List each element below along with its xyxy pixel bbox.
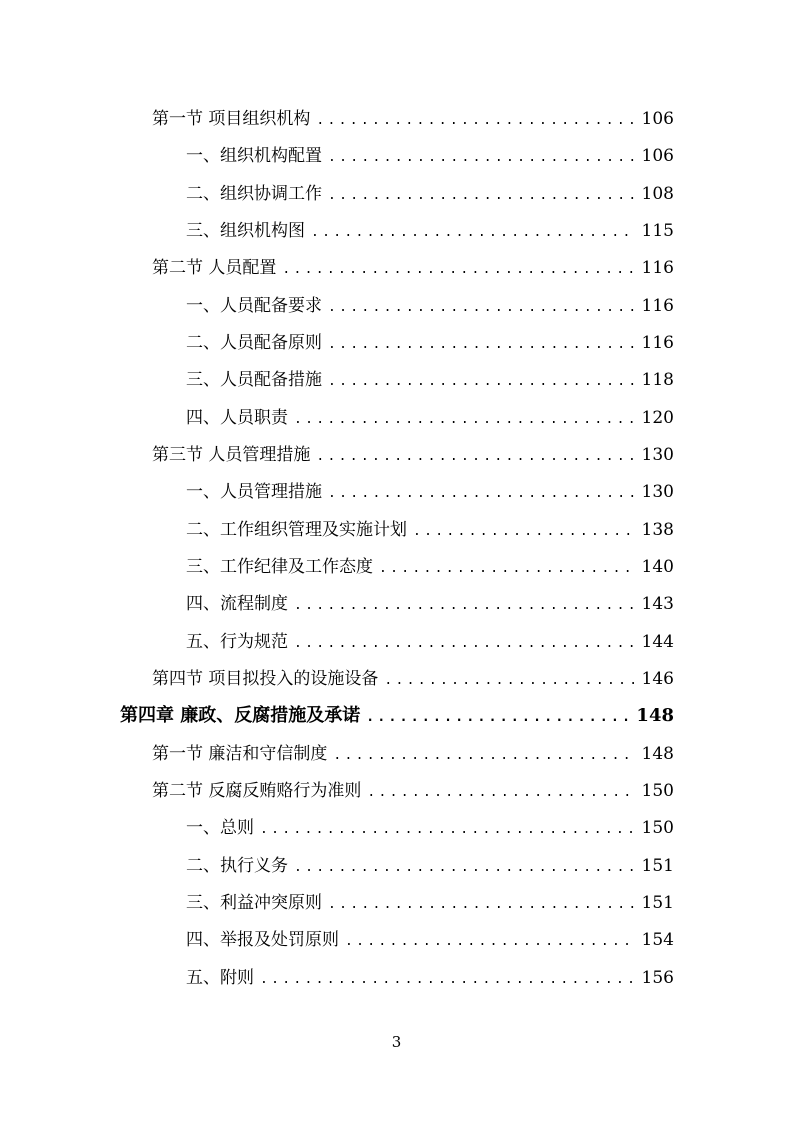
toc-entry-page: 144 [641, 632, 674, 652]
toc-entry[interactable] [186, 627, 674, 657]
toc-leader-dots [260, 965, 636, 995]
toc-leader-dots [328, 143, 636, 173]
toc-leader-dots [384, 666, 635, 696]
toc-leader-dots [328, 890, 636, 920]
toc-entry-label: 第四节 项目拟投入的设施设备 [152, 669, 379, 689]
toc-leader-dots [328, 367, 636, 397]
toc-entry[interactable] [186, 515, 674, 545]
toc-entry-label: 第三节 人员管理措施 [152, 445, 311, 465]
toc-entry-label: 四、流程制度 [186, 594, 288, 614]
toc-entry-label: 二、工作组织管理及实施计划 [186, 520, 407, 540]
toc-entry-label: 第二节 反腐反贿赂行为准则 [152, 781, 362, 801]
toc-entry-label: 三、组织机构图 [186, 221, 305, 241]
toc-entry[interactable] [152, 104, 674, 134]
toc-entry[interactable] [186, 365, 674, 395]
toc-entry-page: 148 [636, 705, 674, 726]
toc-entry-page: 120 [641, 408, 674, 428]
toc-entry-label: 第二节 人员配置 [152, 258, 277, 278]
toc-entry-page: 146 [641, 669, 674, 689]
toc-entry-label: 第一节 廉洁和守信制度 [152, 744, 328, 764]
toc-leader-dots [328, 293, 636, 323]
toc-entry-page: 138 [641, 520, 674, 540]
toc-entry-page: 130 [641, 445, 674, 465]
toc-entry[interactable] [186, 813, 674, 843]
toc-entry-label: 第一节 项目组织机构 [152, 109, 311, 129]
toc-leader-dots [328, 330, 636, 360]
toc-leader-dots [294, 629, 636, 659]
toc-leader-dots [328, 479, 636, 509]
toc-chapter-entry[interactable] [120, 701, 674, 731]
toc-leader-dots [345, 927, 636, 957]
toc-entry-label: 二、组织协调工作 [186, 184, 322, 204]
toc-leader-dots [294, 591, 636, 621]
toc-leader-dots [294, 405, 636, 435]
toc-entry-page: 118 [641, 370, 674, 390]
toc-entry-page: 143 [641, 594, 674, 614]
toc-entry[interactable] [186, 888, 674, 918]
toc-entry-page: 130 [641, 482, 674, 502]
toc-entry[interactable] [186, 216, 674, 246]
toc-leader-dots [316, 442, 635, 472]
toc-entry-page: 108 [641, 184, 674, 204]
toc-entry[interactable] [152, 776, 674, 806]
toc-leader-dots [413, 517, 636, 547]
toc-entry-label: 二、人员配备原则 [186, 333, 322, 353]
toc-entry[interactable] [186, 328, 674, 358]
toc-entry-page: 116 [641, 333, 674, 353]
toc-leader-dots [294, 853, 636, 883]
toc-leader-dots [311, 218, 636, 248]
toc-entry-label: 四、举报及处罚原则 [186, 930, 339, 950]
toc-leader-dots [379, 554, 636, 584]
toc-leader-dots [366, 703, 630, 733]
toc-entry-label: 五、行为规范 [186, 632, 288, 652]
toc-entry-page: 106 [641, 146, 674, 166]
toc-entry[interactable] [186, 925, 674, 955]
toc-entry-page: 116 [641, 258, 674, 278]
toc-entry-page: 154 [641, 930, 674, 950]
toc-entry-page: 116 [641, 296, 674, 316]
toc-entry-label: 三、利益冲突原则 [186, 893, 322, 913]
toc-entry-label: 二、执行义务 [186, 856, 288, 876]
toc-leader-dots [260, 815, 636, 845]
toc-entry-label: 一、总则 [186, 818, 254, 838]
toc-leader-dots [328, 181, 636, 211]
page-number: 3 [391, 1033, 402, 1051]
toc-entry[interactable] [186, 179, 674, 209]
toc-entry-page: 148 [641, 744, 674, 764]
toc-entry[interactable] [186, 589, 674, 619]
toc-entry[interactable] [186, 552, 674, 582]
toc-leader-dots [333, 741, 635, 771]
toc-entry-page: 106 [641, 109, 674, 129]
toc-entry-page: 151 [641, 893, 674, 913]
toc-leader-dots [367, 778, 635, 808]
toc-entry[interactable] [186, 141, 674, 171]
toc-entry-label: 五、附则 [186, 968, 254, 988]
toc-entry[interactable] [152, 739, 674, 769]
toc-entry-page: 150 [641, 781, 674, 801]
toc-entry-page: 156 [641, 968, 674, 988]
toc-entry-label: 三、人员配备措施 [186, 370, 322, 390]
toc-entry-page: 115 [641, 221, 674, 241]
toc-entry[interactable] [186, 477, 674, 507]
toc-entry-label: 第四章 廉政、反腐措施及承诺 [120, 705, 361, 726]
toc-entry[interactable] [186, 403, 674, 433]
toc-entry-label: 三、工作纪律及工作态度 [186, 557, 373, 577]
toc-entry[interactable] [152, 253, 674, 283]
toc-entry-label: 一、人员管理措施 [186, 482, 322, 502]
toc-entry-label: 四、人员职责 [186, 408, 288, 428]
toc-entry-page: 140 [641, 557, 674, 577]
toc-entry[interactable] [186, 291, 674, 321]
toc-entry[interactable] [152, 440, 674, 470]
toc-entry-page: 151 [641, 856, 674, 876]
toc-leader-dots [316, 106, 635, 136]
toc-entry[interactable] [186, 963, 674, 993]
toc-entry[interactable] [152, 664, 674, 694]
toc-entry-label: 一、人员配备要求 [186, 296, 322, 316]
toc-entry-label: 一、组织机构配置 [186, 146, 322, 166]
toc-entry[interactable] [186, 851, 674, 881]
toc-leader-dots [282, 255, 635, 285]
toc-entry-page: 150 [641, 818, 674, 838]
